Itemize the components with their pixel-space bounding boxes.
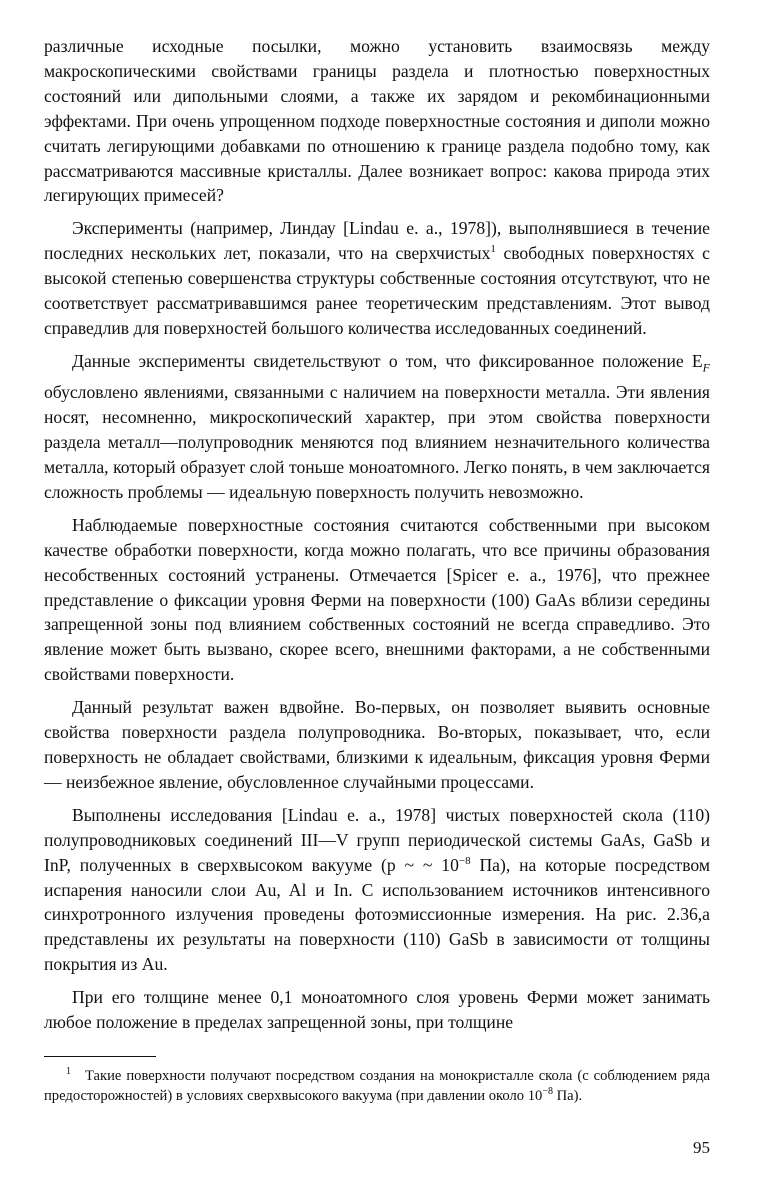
paragraph-5 xyxy=(44,695,710,795)
paragraph-4-text: Наблюдаемые поверхностные состояния считаются собственными при высоком качестве обработки поверхности, когда можно полагать, что все причины образования несобственных состояний устранены. Отмечается [Spicer e. a., 1976], что прежнее представление о фиксации уровня Ферми на поверхности (100) GaAs вблизи середины запрещенной зоны под влиянием собственных состояний не всегда справедливо. Это явление может быть вызвано, скорее всего, внешними факторами, а не собственными свойствами поверхности. xyxy=(44,514,710,685)
paragraph-3-text-b: обусловлено явлениями, связанными с наличием на поверхности металла. Эти явления носят, несомненно, микроскопический характер, при этом свойства поверхности раздела металл—полупроводник меняются под влиянием незначительного количества металла, который образует слой тоньше моноатомного. Легко понять, в чем заключается сложность проблемы — идеальную поверхность получить невозможно. xyxy=(44,382,710,502)
paragraph-1 xyxy=(44,34,710,208)
paragraph-5-text: Данный результат важен вдвойне. Во-первых, он позволяет выявить основные свойства поверхности раздела полупроводника. Во-вторых, показывает, что, если поверхность не обладает свойствами, близкими к идеальным, фиксация уровня Ферми — неизбежное явление, обусловленное случайными процессами. xyxy=(44,697,710,792)
paragraph-6-text-b: Па), на которые посредством испарения наносили слои Au, Al и In. С использованием источников интенсивного синхротронного излучения проведены фотоэмиссионные измерения. На рис. 2.36,a представлены их результаты на поверхности (110) GaSb в зависимости от толщины покрытия из Au. xyxy=(44,854,710,975)
pressure-exponent: −8 xyxy=(458,854,471,867)
paragraph-3 xyxy=(44,349,710,505)
footnote xyxy=(44,1066,710,1106)
footnote-text-b: Па). xyxy=(556,1088,583,1104)
paragraph-3-text-a: Данные эксперименты свидетельствуют о том, что фиксированное положение E xyxy=(72,350,703,371)
paragraph-2-text-a: Эксперименты (например, Линдау [Lindau e. a., 1978]), выполнявшиеся в течение последних нескольких лет, показали, что на сверхчистых xyxy=(44,218,710,264)
ef-subscript: F xyxy=(702,360,710,375)
footnote-mark: 1 xyxy=(66,1066,71,1078)
footnote-separator xyxy=(44,1056,156,1057)
paragraph-6-text-a: Выполнены исследования [Lindau e. a., 1978] чистых поверхностей скола (110) полупроводниковых соединений III—V групп периодической системы GaAs, GaSb и InP, полученных в сверхвысоком вакууме (p ~ ~ 10 xyxy=(44,804,710,875)
paragraph-2 xyxy=(44,216,710,341)
page-number: 95 xyxy=(693,1138,710,1157)
paragraph-7-text: При его толщине менее 0,1 моноатомного слоя уровень Ферми может занимать любое положение в пределах запрещенной зоны, при толщине xyxy=(44,987,710,1033)
paragraph-1-text: различные исходные посылки, можно установить взаимосвязь между макроскопическими свойствами границы раздела и плотностью поверхностных состояний или дипольными слоями, а также их зарядом и рекомбинационными эффектами. При очень упрощенном подходе поверхностные состояния и диполи можно считать легирующими добавками по отношению к границе раздела подобно тому, как рассматриваются массивные кристаллы. Далее возникает вопрос: какова природа этих легирующих примесей? xyxy=(44,36,710,206)
page-body xyxy=(44,34,710,1043)
paragraph-4 xyxy=(44,513,710,687)
paragraph-2-text-b: свободных поверхностях с высокой степенью совершенства структуры собственные состояния отсутствуют, что не соответствует рассматривавшимся ранее теоретическим представлениям. Этот вывод справедлив для поверхностей большого количества исследованных соединений. xyxy=(44,243,710,338)
footnote-exponent: −8 xyxy=(542,1086,553,1098)
paragraph-6 xyxy=(44,803,710,977)
paragraph-7 xyxy=(44,985,710,1035)
footnote-text-a: Такие поверхности получают посредством создания на монокристалле скола (с соблюдением ряда предосторожностей) в условиях сверхвысокого вакуума (при давлении около 10 xyxy=(44,1068,710,1104)
footnote-reference[interactable]: 1 xyxy=(490,243,496,256)
